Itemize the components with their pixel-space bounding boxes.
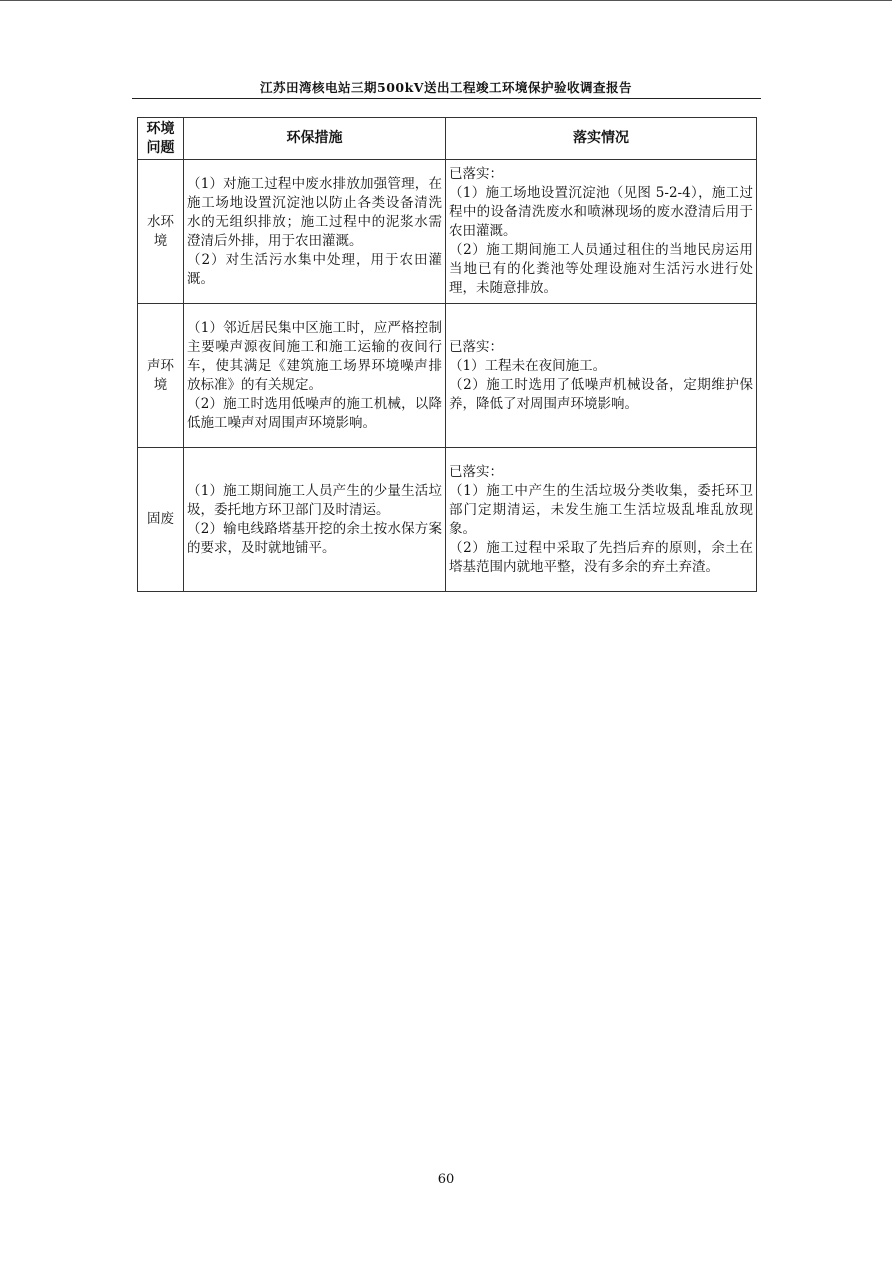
measure-item: （2）施工时选用低噪声的施工机械，以降低施工噪声对周围声环境影响。 (187, 395, 442, 431)
measure-item: （2）对生活污水集中处理，用于农田灌溉。 (187, 251, 442, 287)
row-category: 水环境 (138, 160, 184, 304)
measure-item: （1）邻近居民集中区施工时，应严格控制主要噪声源夜间施工和施工运输的夜间行车，使其满足《建筑施工场界环境噪声排放标准》的有关规定。 (187, 319, 442, 393)
header-category: 环境问题 (138, 118, 184, 160)
row-category: 声环境 (138, 304, 184, 448)
status-item: （1）工程未在夜间施工。 (449, 357, 607, 374)
table-row (138, 448, 757, 592)
status-item: （1）施工中产生的生活垃圾分类收集，委托环卫部门定期清运，未发生施工生活垃圾乱堆乱放现象。 (449, 482, 753, 537)
row-status (446, 160, 757, 304)
status-item: 已落实： (449, 166, 503, 182)
row-measures (184, 448, 446, 592)
row-status (446, 304, 757, 448)
table-row (138, 304, 757, 448)
table-row (138, 160, 757, 304)
status-item: （2）施工时选用了低噪声机械设备，定期维护保养，降低了对周围声环境影响。 (449, 376, 753, 412)
header-status: 落实情况 (446, 118, 757, 160)
status-item: 已落实： (449, 338, 503, 355)
measure-item: （1）对施工过程中废水排放加强管理，在施工场地设置沉淀池以防止各类设备清洗水的无组织排放；施工过程中的泥浆水需澄清后外排，用于农田灌溉。 (187, 175, 442, 249)
row-measures (184, 304, 446, 448)
row-category: 固废 (138, 448, 184, 592)
status-item: （1）施工场地设置沉淀池（见图 5-2-4），施工过程中的设备清洗废水和喷淋现场的废水澄清后用于农田灌溉。 (449, 185, 753, 239)
table-header-row (138, 118, 757, 160)
measure-item: （2）输电线路塔基开挖的余土按水保方案的要求，及时就地铺平。 (187, 520, 442, 556)
environmental-measures-table (137, 117, 757, 592)
measure-item: （1）施工期间施工人员产生的少量生活垃圾，委托地方环卫部门及时清运。 (187, 482, 442, 518)
status-item: 已落实： (449, 463, 503, 480)
top-border-line (0, 0, 892, 1)
row-status (446, 448, 757, 592)
status-item: （2）施工过程中采取了先挡后弃的原则，余土在塔基范围内就地平整，没有多余的弃土弃渣。 (449, 539, 753, 575)
row-measures (184, 160, 446, 304)
status-item: （2）施工期间施工人员通过租住的当地民房运用当地已有的化粪池等处理设施对生活污水进行处理，未随意排放。 (449, 242, 753, 296)
report-header-title: 江苏田湾核电站三期500kV送出工程竣工环境保护验收调查报告 (260, 80, 632, 95)
page-number: 60 (437, 1172, 455, 1187)
header-measures: 环保措施 (184, 118, 446, 160)
header-divider (132, 98, 761, 99)
